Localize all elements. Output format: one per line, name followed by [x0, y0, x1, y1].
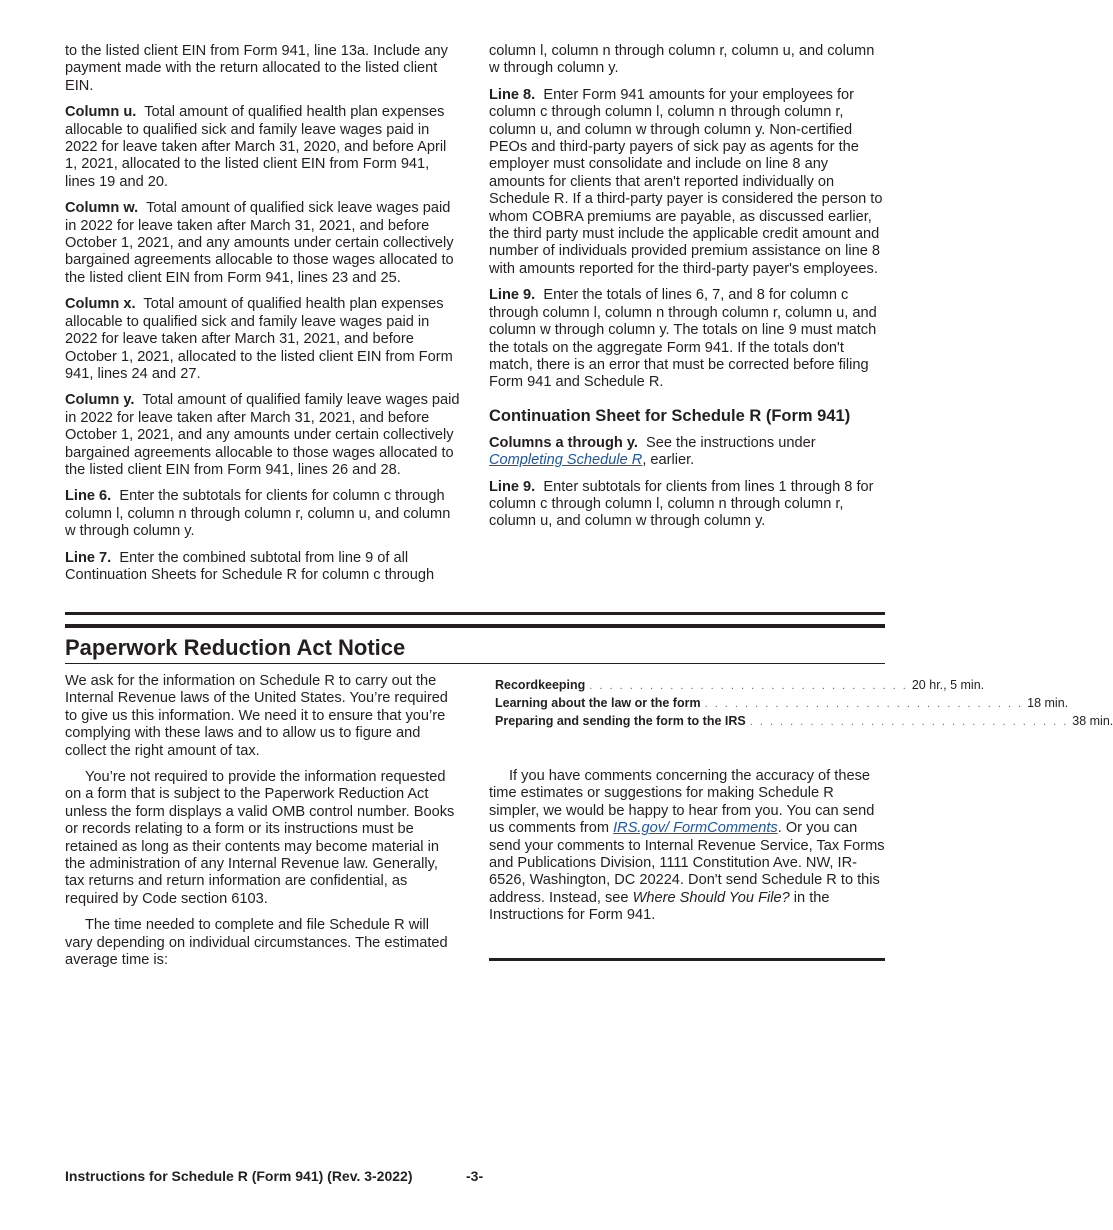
right-column: [489, 43, 887, 540]
irs-form-comments-link[interactable]: IRS.gov/ FormComments: [613, 820, 778, 837]
line-9-text: Enter the totals of lines 6, 7, and 8 for column c through column l, column n through column r, column u, and column w through column y. The totals on line 9 must match the totals on the aggregate Form 941. If the totals don't match, there is an error that must be corrected before filing Form 941 and Schedule R.: [489, 287, 877, 391]
column-y-label: Column y.: [65, 392, 135, 409]
comments-paragraph: [489, 768, 887, 925]
column-x-label: Column x.: [65, 296, 136, 313]
line-6-paragraph: [65, 488, 460, 540]
pra-paragraph-1: We ask for the information on Schedule R to carry out the Internal Revenue laws of the United States. You’re required to give us this information. We need it to ensure that you’re complying with these laws and to allow us to figure and collect the right amount of tax.: [65, 673, 448, 759]
time-row-recordkeeping: [495, 678, 985, 696]
time-label: Recordkeeping: [495, 678, 586, 692]
section-divider-top: [65, 612, 885, 615]
pra-paragraph-2: You’re not required to provide the information requested on a form that is subject to the Paperwork Reduction Act unless the form displays a valid OMB control number. Books or records relating to a form or its instructions must be retained as long as their contents may become material in the administration of any Internal Revenue law. Generally, tax returns and return information are confidential, as required by Code section 6103.: [65, 769, 455, 907]
left-intro-paragraph: to the listed client EIN from Form 941, line 13a. Include any payment made with the return allocated to the listed client EIN.: [65, 43, 448, 94]
line-7-label: Line 7.: [65, 549, 112, 566]
time-value: 18 min.: [1027, 696, 1069, 710]
column-x-paragraph: [65, 296, 460, 383]
time-label: Preparing and sending the form to the IRS: [495, 714, 746, 728]
column-u-text: Total amount of qualified health plan expenses allocable to qualified sick and family leave wages paid in 2022 for leave taken after March 31, 2020, and before April 1, 2021, allocated to the listed client EIN from Form 941, lines 19 and 20.: [65, 104, 447, 190]
line-8-paragraph: [489, 87, 887, 278]
where-should-you-file-ref: Where Should You File?: [632, 889, 790, 906]
column-y-paragraph: [65, 392, 460, 479]
continuation-line-9-paragraph: [489, 479, 887, 531]
continuation-line-9-label: Line 9.: [489, 478, 536, 495]
pra-paragraph-3: The time needed to complete and file Schedule R will vary depending on individual circumstances. The estimated average time is:: [65, 917, 448, 969]
line-7-text: Enter the combined subtotal from line 9 of all Continuation Sheets for Schedule R for column c through: [65, 549, 435, 583]
time-row-learning: [495, 696, 1069, 714]
line-7-paragraph: [65, 550, 460, 585]
column-x-text: Total amount of qualified health plan expenses allocable to qualified sick and family leave wages paid in 2022 for leave taken after March 31, 2021, and before October 1, 2021, allocated to the listed client EIN from Form 941, lines 24 and 27.: [65, 296, 453, 382]
column-w-paragraph: [65, 200, 460, 287]
pra-right-end-rule: [489, 958, 885, 961]
line-8-label: Line 8.: [489, 86, 536, 103]
column-w-label: Column w.: [65, 200, 139, 217]
time-estimate-table: [495, 678, 1113, 732]
paperwork-reduction-heading: Paperwork Reduction Act Notice: [65, 635, 406, 660]
continuation-line-9-text: Enter subtotals for clients from lines 1 through 8 for column c through column l, column n through column r, column u, and column w through column y.: [489, 478, 874, 530]
columns-a-y-label: Columns a through y.: [489, 434, 638, 451]
line-6-label: Line 6.: [65, 488, 112, 505]
continuation-sheet-heading: Continuation Sheet for Schedule R (Form 941): [489, 406, 851, 425]
section-divider-bottom: [65, 624, 885, 628]
leader-dots: . . . . . . . . . . . . . . . . . . . . . . . . . . . . . . . .: [589, 680, 908, 692]
left-column: [65, 43, 460, 593]
time-value: 38 min.: [1072, 714, 1113, 728]
pra-left-column: [65, 673, 460, 979]
leader-dots: . . . . . . . . . . . . . . . . . . . . . . . . . . . . . . . .: [749, 716, 1069, 728]
line-9-paragraph: [489, 287, 887, 391]
pra-right-column: [489, 768, 887, 934]
right-intro-paragraph: column l, column n through column r, column u, and column w through column y.: [489, 43, 875, 77]
comments-end-text: in the Instructions for Form 941.: [489, 889, 830, 924]
line-8-text: Enter Form 941 amounts for your employees for column c through column l, column n through column r, column u, and column w through column y. Non-certified PEOs and third-party payers of sick pay as agents for the employer must consolidate and include on line 8 any amounts for clients that aren't reported individually on Schedule R. If a third-party payer is considered the person to whom COBRA premiums are payable, as discussed earlier, the third party must include the applicable credit amount and number of individuals provided premium assistance on line 8 with amounts reported for the third-party payer's employees.: [489, 86, 883, 277]
time-label: Learning about the law or the form: [495, 696, 701, 710]
completing-schedule-r-link[interactable]: Completing Schedule R: [489, 452, 643, 469]
heading-underline: [65, 663, 885, 664]
columns-a-y-suffix: , earlier.: [642, 452, 695, 469]
time-value: 20 hr., 5 min.: [911, 678, 985, 692]
columns-a-through-y-paragraph: [489, 435, 887, 470]
column-w-text: Total amount of qualified sick leave wages paid in 2022 for leave taken after March 31, 2021, and before October 1, 2021, and any amounts under certain collectively bargained agreements allocable to those wages allocated to the listed client EIN from Form 941, lines 23 and 25.: [65, 200, 454, 286]
footer-title: Instructions for Schedule R (Form 941) (Rev. 3-2022): [65, 1168, 413, 1184]
column-u-label: Column u.: [65, 104, 137, 121]
comments-address-text: . Or you can send your comments to Internal Revenue Service, Tax Forms and Publications Division, 1111 Constitution Ave. NW, IR-6526, Washington, DC 20224. Don't send Schedule R to this address. Instead, see: [489, 820, 885, 906]
page-number: -3-: [466, 1168, 484, 1184]
column-y-text: Total amount of qualified family leave wages paid in 2022 for leave taken after March 31, 2021, and before October 1, 2021, and any amounts under certain collectively bargained agreements allocable to those wages allocated to the listed client EIN from Form 941, lines 26 and 28.: [65, 392, 460, 478]
line-6-text: Enter the subtotals for clients for column c through column l, column n through column r, column u, and column w through column y.: [65, 488, 451, 540]
time-row-preparing: [495, 714, 1113, 732]
column-u-paragraph: [65, 104, 460, 191]
line-9-label: Line 9.: [489, 287, 536, 304]
leader-dots: . . . . . . . . . . . . . . . . . . . . . . . . . . . . . . . .: [704, 698, 1024, 710]
columns-a-y-text: See the instructions under: [646, 434, 816, 451]
comments-text: If you have comments concerning the accuracy of these time estimates or suggestions for making Schedule R simpler, we would be happy to hear from you. You can send us comments from: [489, 768, 875, 837]
